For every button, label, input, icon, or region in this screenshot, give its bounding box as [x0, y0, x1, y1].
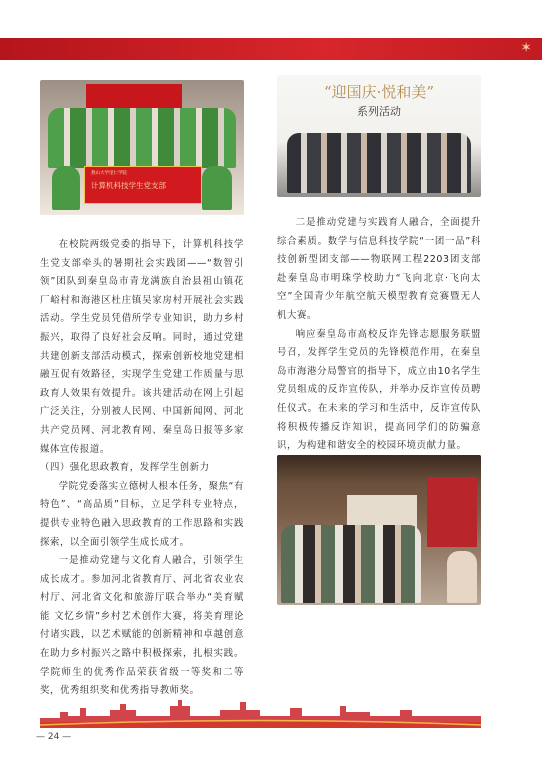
badge-text: 燕山大学里仁学院 — [91, 171, 127, 176]
paragraph: 学院党委落实立德树人根本任务，聚焦“有特色”、“高品质”目标，立足学科专业特点，提供专业特色融入思政教育的工作思路和实践探索，以全面引领学生成长成才。 — [40, 480, 244, 548]
exhibit-wall — [427, 477, 477, 547]
people-row — [287, 133, 471, 193]
section-heading: （四）强化思政教育，发挥学生创新力 — [40, 462, 210, 474]
right-column — [277, 214, 481, 456]
paragraph: 一是推动党建与文化育人融合，引领学生成长成才。参加河北省教育厅、河北省农业农村厅、河北省文化和旅游厅联合举办“美育赋能 文忆乡情”乡村艺术创作大赛，将美育理论付诸实践，以艺术赋能的创新精神和卓越创意在助力乡村振兴之路中积极探索，扎根实践。学院师生的优秀作品荣获省级一等奖和二等奖，优秀组织奖和优秀指导教师奖。 — [40, 555, 244, 697]
paragraph: 在校院两级党委的指导下，计算机科技学生党支部牵头的暑期社会实践团——“数智引领”团队到秦皇岛市青龙满族自治县祖山镇花厂峪村和海港区杜庄镇吴家房村开展社会实践活动。学生党员凭借所学专业知识，助力乡村振兴，取得了良好社会反响。同时，通过党建共建创新支部活动模式，探索创新校地党建相融互促有效路径，实现学生党建工作质量与思政育人效果有效提升。该共建活动在网上引起广泛关注，分别被人民网、中国新闻网、河北共产党员网、河北教育网、秦皇岛日报等多家媒体宣传报道。 — [40, 239, 244, 455]
page-number: — 24 — — [36, 732, 72, 742]
guide — [447, 551, 477, 603]
people-group — [48, 108, 236, 168]
activity-subtitle: 系列活动 — [357, 105, 401, 118]
activity-title: “迎国庆·悦和美” — [323, 83, 435, 101]
paragraph: 二是推动党建与实践育人融合，全面提升综合素质。数学与信息科技学院“一团一品”科技创新型团支部——物联网工程2203团支部赴秦皇岛市明珠学校助力“飞向北京·飞向太空”全国青少年航空航天模型教育竞赛暨无人机大赛。 — [277, 217, 481, 321]
footer-skyline — [40, 692, 481, 728]
paragraph: 响应秦皇岛市高校反诈先锋志愿服务联盟号召，发挥学生党员的先锋模范作用，在秦皇岛市海港分局警官的指导下，成立由10名学生党员组成的反诈宣传队，并举办反诈宣传员聘任仪式。在未来的学习和生活中，反诈宣传队将积极传播反诈知识，提高同学们的防骗意识，为构建和谐安全的校园环境贡献力量。 — [277, 328, 481, 452]
header-band — [0, 38, 542, 60]
left-column — [40, 236, 244, 701]
decor-star-icon: ✶ — [520, 40, 532, 56]
student-right — [202, 166, 232, 210]
branch-banner — [84, 166, 202, 204]
exhibition-visit-photo — [277, 455, 481, 605]
skyline-shape — [40, 700, 481, 722]
student-left — [52, 166, 80, 210]
visitors — [281, 525, 421, 603]
party-branch-photo — [40, 80, 244, 215]
national-day-activity-photo — [277, 75, 481, 197]
banner-text: 计算机科技学生党支部 — [91, 181, 166, 190]
